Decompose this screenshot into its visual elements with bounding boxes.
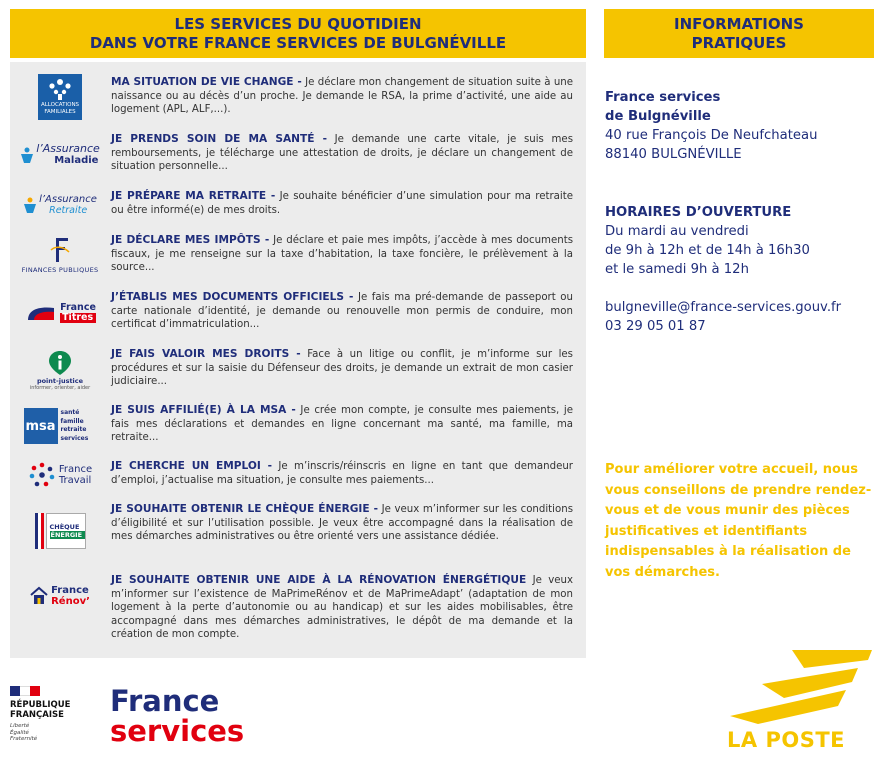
office-name-line2: de Bulgnéville [605, 109, 711, 124]
rf-motto3: Fraternité [10, 736, 38, 742]
rf-line1: RÉPUBLIQUE [10, 700, 71, 710]
hours-title: HORAIRES D’OUVERTURE [605, 205, 792, 220]
assurance-maladie-logo [16, 137, 104, 173]
point-justice-logo [16, 346, 104, 394]
allocations-logo-text1: ALLOCATIONS [40, 102, 80, 108]
info-pin-icon [48, 350, 72, 376]
assurance-maladie-text2: Maladie [54, 155, 99, 166]
hours-line3: et le samedi 9h à 12h [605, 262, 749, 277]
france-renov-text1: France [51, 585, 89, 596]
service-body: Je déclare mon changement de situation suite à une naissance ou au décès d’un proche. Je demande le RSA, la prime d’activité, une aide au logement (APL, ALF,...). [111, 77, 573, 116]
info-header-line1: INFORMATIONS [674, 15, 804, 33]
services-panel [10, 62, 586, 658]
service-title: JE CHERCHE UN EMPLOI - [111, 460, 273, 472]
service-body: Face à un litige ou conflit, je m’informe sur les procédures et sur la saisie du Défenseur des droits, je demande un extrait de mon casier judiciaire... [111, 349, 573, 388]
service-body: Je veux m’informer sur les conditions d’éligibilité et sur l’utilisation possible. Je veux être accompagné dans la réalisation de mes démarches administratives ou être orienté vers une assistance dédiée. [111, 504, 573, 543]
cheque-energie-text2: ÉNERGIE [50, 531, 85, 539]
point-justice-text1: point-justice [36, 376, 84, 385]
person-icon [20, 147, 34, 163]
opening-hours [605, 203, 890, 279]
marianne-flag-icon [10, 686, 40, 696]
service-title: JE PRÉPARE MA RETRAITE - [111, 190, 276, 202]
msa-emblem-icon: msa [24, 408, 58, 444]
service-description [111, 190, 573, 217]
assurance-maladie-text1: l’Assurance [36, 142, 100, 155]
france-titres-logo [16, 295, 104, 331]
service-body: Je veux m’informer sur l’existence de MaPrimeRénov et de MaPrimeAdapt’ (adaptation de mon logement à la perte d’autonomie ou au handicap) et sur les aides mobilisables, être accompagné dans mes démarches administratives, le dépôt de ma demande et la création de mon compte. [111, 575, 573, 641]
republique-francaise-logo [10, 686, 90, 743]
service-body: Je déclare et paie mes impôts, j’accède à mes documents fiscaux, je me renseigne sur la taxe d’habitation, la taxe foncière, le prélèvement à la source... [111, 235, 574, 274]
service-description [111, 574, 573, 642]
msa-logo [16, 406, 104, 446]
service-body: Je fais ma pré-demande de passeport ou carte nationale d’identité, je demande ou renouvelle mon permis de conduire, mon certificat d’immatriculation... [111, 292, 573, 331]
address-line1: 40 rue François De Neufchateau [605, 128, 818, 143]
france-services-line1: France [110, 684, 220, 718]
finances-emblem-icon [49, 236, 71, 264]
service-description [111, 234, 573, 275]
flag-icon [35, 513, 44, 549]
service-title: JE DÉCLARE MES IMPÔTS - [111, 234, 270, 246]
msa-logo-text: santé famille retraite services [60, 409, 89, 442]
service-title: J’ÉTABLIS MES DOCUMENTS OFFICIELS - [111, 291, 354, 303]
service-description [111, 503, 573, 544]
service-description [111, 76, 573, 117]
house-icon [30, 586, 48, 606]
cheque-energie-logo [16, 511, 104, 551]
allocations-logo-text2: FAMILIALES [44, 108, 76, 115]
service-body: Je crée mon compte, je consulte mes paiements, je fais mes déclarations et demandes en ligne concernant ma santé, ma famille, ma retraite... [111, 405, 573, 444]
family-icon [47, 78, 73, 100]
service-body: Je demande une carte vitale, je suis mes remboursements, je télécharge une attestation de droits, je déclare un changement de situation personnelle... [111, 134, 573, 173]
service-title: JE SUIS AFFILIÉ(E) À LA MSA - [111, 404, 296, 416]
person-icon [23, 197, 37, 213]
hours-line1: Du mardi au vendredi [605, 224, 749, 239]
services-header-line2: DANS VOTRE FRANCE SERVICES DE BULGNÉVILLE [89, 34, 507, 52]
assurance-retraite-logo [16, 190, 104, 220]
france-renov-logo [16, 574, 104, 618]
france-travail-text1: France [58, 464, 93, 475]
service-body: Je souhaite bénéficier d’une simulation pour ma retraite ou être informé(e) de mes droits. [111, 191, 573, 216]
service-title: JE SOUHAITE OBTENIR UNE AIDE À LA RÉNOVATION ÉNERGÉTIQUE [111, 574, 527, 586]
assurance-retraite-text1: l’Assurance [39, 194, 97, 205]
service-description [111, 133, 573, 174]
service-body: Je m’inscris/réinscris en ligne en tant que demandeur d’emploi, j’actualise ma situation, je consulte mes paiements... [111, 461, 573, 486]
service-title: JE SOUHAITE OBTENIR LE CHÈQUE ÉNERGIE - [111, 503, 379, 515]
france-travail-logo [16, 460, 104, 490]
cheque-energie-text1: CHÈQUE [49, 523, 80, 531]
france-titres-text2: Titres [60, 313, 96, 323]
service-description [111, 291, 573, 332]
service-title: MA SITUATION DE VIE CHANGE - [111, 76, 302, 88]
services-header [10, 9, 586, 58]
france-services-logo [110, 686, 244, 746]
email-link[interactable]: bulgneville@france-services.gouv.fr [605, 300, 842, 315]
services-header-line1: LES SERVICES DU QUOTIDIEN [174, 15, 422, 33]
contact-info [605, 298, 890, 336]
allocations-familiales-logo [16, 74, 104, 120]
finances-publiques-logo [16, 234, 104, 276]
service-title: JE PRENDS SOIN DE MA SANTÉ - [111, 133, 328, 145]
info-header-line2: PRATIQUES [691, 34, 787, 52]
finances-logo-text: FINANCES PUBLIQUES [21, 266, 99, 274]
hours-line2: de 9h à 12h et de 14h à 16h30 [605, 243, 810, 258]
france-titres-text1: France [60, 302, 96, 313]
rf-motto2: Égalité [10, 729, 29, 736]
office-address [605, 88, 890, 164]
france-travail-emblem-icon [28, 461, 56, 489]
rf-motto1: Liberté [10, 723, 30, 729]
office-name-line1: France services [605, 90, 721, 105]
france-titres-emblem-icon [24, 302, 58, 324]
service-title: JE FAIS VALOIR MES DROITS - [111, 348, 301, 360]
service-description [111, 348, 573, 389]
france-services-line2: services [110, 714, 245, 748]
advice-text: Pour améliorer votre accueil, nous vous conseillons de prendre rendez-vous et de vous munir des pièces justificatives et identifiants indispensables à la réalisation de vos démarches. [605, 462, 872, 580]
rf-line2: FRANÇAISE [10, 710, 64, 720]
phone-number[interactable]: 03 29 05 01 87 [605, 319, 706, 334]
info-header [604, 9, 874, 58]
service-description [111, 404, 573, 445]
france-travail-text2: Travail [58, 475, 92, 486]
service-description [111, 460, 573, 487]
assurance-retraite-text2: Retraite [49, 205, 88, 216]
france-renov-text2: Rénov’ [51, 596, 90, 607]
la-poste-text: LA POSTE [727, 728, 845, 752]
point-justice-text2: informer, orienter, aider [29, 384, 91, 391]
address-line2: 88140 BULGNÉVILLE [605, 147, 742, 162]
